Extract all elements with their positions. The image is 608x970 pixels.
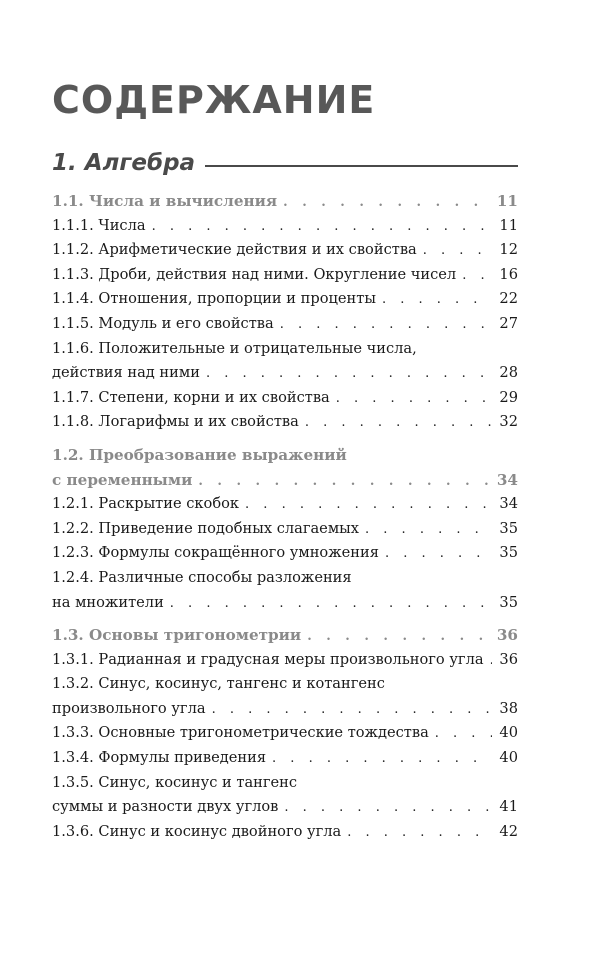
entry-label: 1.1.8. Логарифмы и их свойства (52, 413, 299, 431)
leader-dots (245, 497, 492, 512)
entry-label: суммы и разности двух углов (52, 798, 279, 816)
toc-item (52, 569, 518, 618)
leader-dots (284, 800, 492, 815)
leader-dots (152, 219, 492, 234)
page-number: 11 (496, 192, 518, 210)
entry-row (52, 364, 518, 389)
entry-row (52, 495, 518, 520)
toc-item (52, 315, 518, 340)
page-number: 34 (499, 495, 518, 513)
toc-section (52, 192, 518, 438)
page-number: 16 (499, 265, 518, 283)
toc-item (52, 823, 518, 848)
entry-row (52, 520, 518, 545)
toc-item (52, 520, 518, 545)
entry-row (52, 241, 518, 266)
page-number: 12 (499, 241, 518, 259)
entry-label: на множители (52, 593, 164, 611)
table-of-contents (52, 192, 518, 855)
entry-row (52, 192, 518, 217)
leader-dots (206, 366, 492, 381)
entry-row (52, 651, 518, 676)
page-number: 42 (499, 822, 518, 840)
toc-item (52, 749, 518, 774)
page-number: 35 (499, 519, 518, 537)
page-number: 34 (496, 470, 518, 489)
entry-row (52, 315, 518, 340)
leader-dots (307, 629, 491, 644)
page-number: 35 (499, 593, 518, 611)
page-number: 40 (499, 749, 518, 767)
entry-row (52, 471, 518, 496)
leader-dots (490, 653, 492, 668)
toc-item (52, 389, 518, 414)
page-number: 36 (496, 626, 518, 645)
leader-dots (385, 546, 492, 561)
entry-line: 1.2. Преобразование выражений (52, 445, 347, 464)
chapter-rule (205, 165, 518, 167)
page-number: 36 (499, 650, 518, 668)
chapter-title: 1. Алгебра (52, 150, 196, 176)
entry-label: 1.3.1. Радианная и градусная меры произвольного угла (52, 650, 484, 668)
entry-row (52, 626, 518, 651)
toc-item (52, 290, 518, 315)
entry-label: 1.2.3. Формулы сокращённого умножения (52, 544, 379, 562)
toc-item (52, 544, 518, 569)
entry-line: 1.3.5. Синус, косинус и тангенс (52, 773, 298, 791)
entry-label: 1.1. Числа и вычисления (52, 192, 278, 210)
entry-row (52, 823, 518, 848)
entry-label: 1.1.4. Отношения, пропорции и проценты (52, 290, 376, 308)
page-number: 28 (499, 364, 518, 382)
entry-row (52, 266, 518, 291)
entry-row (52, 749, 518, 774)
entry-row (52, 544, 518, 569)
entry-line: 1.3.2. Синус, косинус, тангенс и котангенс (52, 675, 385, 693)
leader-dots (212, 702, 492, 717)
leader-dots (423, 243, 492, 258)
entry-label: 1.1.2. Арифметические действия и их свойства (52, 241, 417, 259)
toc-item (52, 340, 518, 389)
toc-item (52, 217, 518, 242)
section-heading (52, 626, 518, 651)
entry-label: 1.3.3. Основные тригонометрические тождества (52, 724, 429, 742)
toc-item (52, 651, 518, 676)
toc-item (52, 413, 518, 438)
toc-item (52, 774, 518, 823)
entry-row (52, 594, 518, 619)
leader-dots (462, 268, 492, 283)
entry-label: 1.3. Основы тригонометрии (52, 626, 302, 645)
entry-line: 1.1.6. Положительные и отрицательные числа, (52, 339, 417, 357)
page-number: 22 (499, 290, 518, 308)
entry-row (52, 389, 518, 414)
entry-row (52, 798, 518, 823)
entry-label: 1.1.7. Степени, корни и их свойства (52, 388, 330, 406)
entry-label: 1.1.3. Дроби, действия над ними. Округление чисел (52, 265, 457, 283)
entry-label: 1.1.1. Числа (52, 216, 146, 234)
entry-label: 1.3.4. Формулы приведения (52, 749, 267, 767)
leader-dots (283, 195, 491, 210)
section-heading (52, 446, 518, 495)
toc-item (52, 241, 518, 266)
leader-dots (272, 751, 492, 766)
entry-label: 1.2.2. Приведение подобных слагаемых (52, 519, 360, 537)
leader-dots (170, 596, 492, 611)
entry-label: произвольного угла (52, 699, 206, 717)
page-title: СОДЕРЖАНИЕ (52, 78, 376, 122)
toc-section (52, 626, 518, 847)
entry-row (52, 413, 518, 438)
entry-row (52, 724, 518, 749)
leader-dots (365, 522, 492, 537)
entry-label: действия над ними (52, 364, 200, 382)
leader-dots (382, 292, 492, 307)
page-number: 38 (499, 699, 518, 717)
page-number: 29 (499, 388, 518, 406)
entry-label: 1.3.6. Синус и косинус двойного угла (52, 822, 342, 840)
leader-dots (280, 317, 492, 332)
entry-label: 1.1.5. Модуль и его свойства (52, 314, 274, 332)
toc-item (52, 495, 518, 520)
page-number: 27 (499, 314, 518, 332)
entry-row (52, 700, 518, 725)
entry-label: 1.2.1. Раскрытие скобок (52, 495, 240, 513)
leader-dots (198, 474, 490, 489)
entry-line: 1.2.4. Различные способы разложения (52, 568, 352, 586)
leader-dots (347, 825, 492, 840)
section-heading (52, 192, 518, 217)
page-number: 40 (499, 724, 518, 742)
chapter-heading (52, 150, 518, 176)
entry-row (52, 217, 518, 242)
leader-dots (435, 726, 492, 741)
leader-dots (305, 415, 492, 430)
toc-item (52, 266, 518, 291)
leader-dots (336, 391, 492, 406)
entry-row (52, 290, 518, 315)
toc-section (52, 446, 518, 618)
page-number: 32 (499, 413, 518, 431)
page-number: 35 (499, 544, 518, 562)
page-number: 41 (499, 798, 518, 816)
page-number: 11 (499, 216, 518, 234)
entry-label: с переменными (52, 470, 193, 489)
toc-item (52, 675, 518, 724)
toc-item (52, 724, 518, 749)
